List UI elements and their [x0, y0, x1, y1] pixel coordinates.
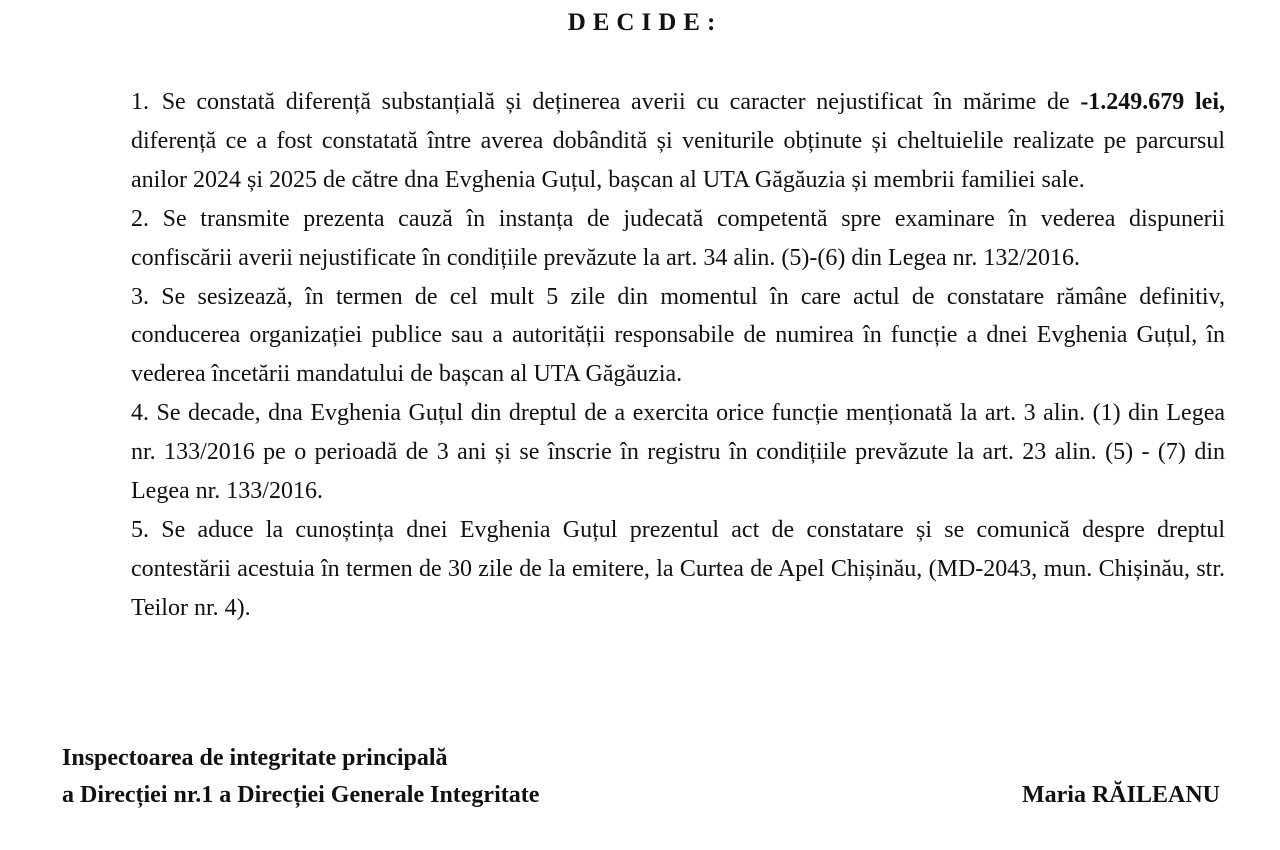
signatory-name: Maria RĂILEANU: [1022, 782, 1220, 808]
clause-5-number: 5.: [131, 516, 149, 543]
decision-clauses: [131, 83, 1225, 628]
clause-3: [131, 278, 1225, 395]
clause-3-number: 3.: [131, 283, 149, 310]
clause-2-number: 2.: [131, 205, 149, 232]
signatory-title-line-1: Inspectoarea de integritate principală: [62, 745, 448, 771]
clause-4: [131, 394, 1225, 511]
clause-1-number: 1.: [131, 89, 149, 115]
clause-5-text: Se aduce la cunoștința dnei Evghenia Guțul prezentul act de constatare și se comunică despre dreptul contestării acestuia în termen de 30 zile de la emitere, la Curtea de Apel Chișinău, (MD-2043, mun. Chișinău, str. Teilor nr. 4).: [131, 516, 1225, 621]
clause-1-text-before: Se constată diferență substanțială și deținerea averii cu caracter nejustificat în mărime de: [151, 89, 1081, 115]
clause-2: [131, 200, 1225, 278]
clause-4-text: Se decade, dna Evghenia Guțul din dreptul de a exercita orice funcție menționată la art. 3 alin. (1) din Legea nr. 133/2016 pe o perioadă de 3 ani și se înscrie în registru în condițiile prevăzute la art. 23 alin. (5) - (7) din Legea nr. 133/2016.: [131, 400, 1225, 505]
clause-1-text-after: diferență ce a fost constatată între averea dobândită și veniturile obținute și cheltuielile realizate pe parcursul anilor 2024 și 2025 de către dna Evghenia Guțul, bașcan al UTA Găgăuzia și membrii familiei sale.: [131, 127, 1225, 193]
decision-heading: DECIDE:: [567, 9, 723, 36]
signatory-title: [62, 740, 539, 814]
clause-1: [131, 83, 1225, 200]
signatory-title-line-2: a Direcției nr.1 a Direcției Generale Integritate: [62, 782, 540, 808]
clause-2-text: Se transmite prezenta cauză în instanța de judecată competentă spre examinare în vederea dispunerii confiscării averii nejustificate în condițiile prevăzute la art. 34 alin. (5)-(6) din Legea nr. 132/2016.: [131, 205, 1225, 271]
clause-5: [131, 511, 1225, 628]
clause-1-amount: -1.249.679 lei,: [1080, 89, 1225, 115]
clause-4-number: 4.: [131, 400, 149, 427]
clause-3-text: Se sesizează, în termen de cel mult 5 zile din momentul în care actul de constatare rămâne definitiv, conducerea organizației publice sau a autorității responsabile de numirea în funcție a dnei Evghenia Guțul, în vederea încetării mandatului de bașcan al UTA Găgăuzia.: [131, 283, 1225, 388]
